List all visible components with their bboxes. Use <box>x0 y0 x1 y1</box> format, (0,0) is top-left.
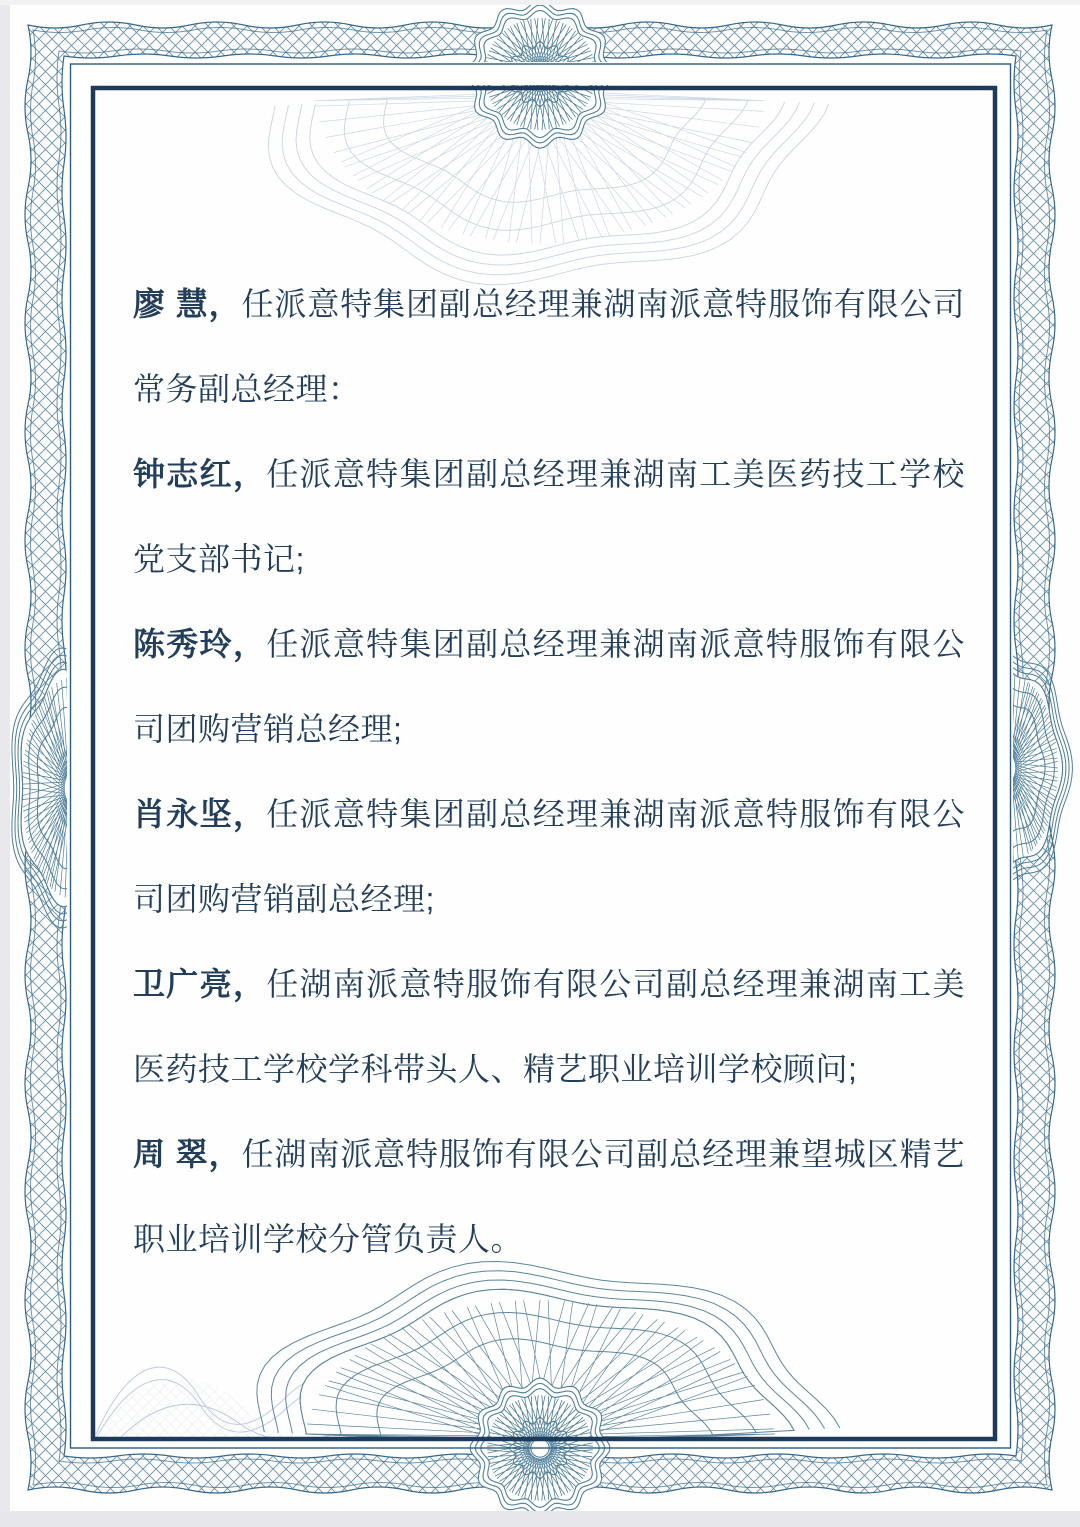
appointment-text: 司团购营销副总经理; <box>133 881 435 917</box>
appointment-text: 任派意特集团副总经理兼湖南派意特服饰有限公 <box>266 796 965 832</box>
name-comma: ， <box>208 1136 242 1172</box>
appointment-text: 司团购营销总经理; <box>133 711 403 747</box>
appointment-text: 任派意特集团副总经理兼湖南派意特服饰有限公 <box>266 626 965 662</box>
appointment-text: 任派意特集团副总经理兼湖南派意特服饰有限公司 <box>241 286 965 322</box>
appointment-entry-6-line-1 <box>133 1112 965 1197</box>
appointment-entry-2-line-1 <box>133 432 965 517</box>
appointment-entry-1-line-2 <box>133 347 965 432</box>
appointment-list <box>133 262 965 1282</box>
appointment-entry-2-line-2 <box>133 517 965 602</box>
appointment-entry-3-line-1 <box>133 602 965 687</box>
photo-edge-bottom <box>0 1511 1080 1527</box>
name-comma: ， <box>232 966 267 1002</box>
person-name: 廖 慧 <box>133 286 209 322</box>
appointment-entry-5-line-1 <box>133 942 965 1027</box>
person-name: 钟志红 <box>133 456 233 492</box>
appointment-text: 职业培训学校分管负责人。 <box>133 1221 524 1257</box>
appointment-text: 医药技工学校学科带头人、精艺职业培训学校顾问; <box>133 1051 858 1087</box>
photo-edge-top <box>0 0 1080 5</box>
name-comma: ， <box>208 286 242 322</box>
appointment-text: 常务副总经理： <box>133 371 361 407</box>
person-name: 卫广亮 <box>133 966 233 1002</box>
appointment-text: 任湖南派意特服饰有限公司副总经理兼望城区精艺 <box>241 1136 965 1172</box>
person-name: 肖永坚 <box>133 796 233 832</box>
name-comma: ， <box>232 626 267 662</box>
person-name: 周 翠 <box>133 1136 209 1172</box>
appointment-text: 党支部书记; <box>133 541 305 577</box>
appointment-text: 任湖南派意特服饰有限公司副总经理兼湖南工美 <box>266 966 965 1002</box>
appointment-entry-1-line-1 <box>133 262 965 347</box>
appointment-entry-4-line-2 <box>133 857 965 942</box>
photo-edge-left <box>0 0 10 1527</box>
name-comma: ， <box>232 796 267 832</box>
appointment-text: 任派意特集团副总经理兼湖南工美医药技工学校 <box>266 456 965 492</box>
appointment-entry-5-line-2 <box>133 1027 965 1112</box>
name-comma: ， <box>232 456 267 492</box>
appointment-entry-6-line-2 <box>133 1197 965 1282</box>
person-name: 陈秀玲 <box>133 626 233 662</box>
appointment-entry-4-line-1 <box>133 772 965 857</box>
appointment-entry-3-line-2 <box>133 687 965 772</box>
